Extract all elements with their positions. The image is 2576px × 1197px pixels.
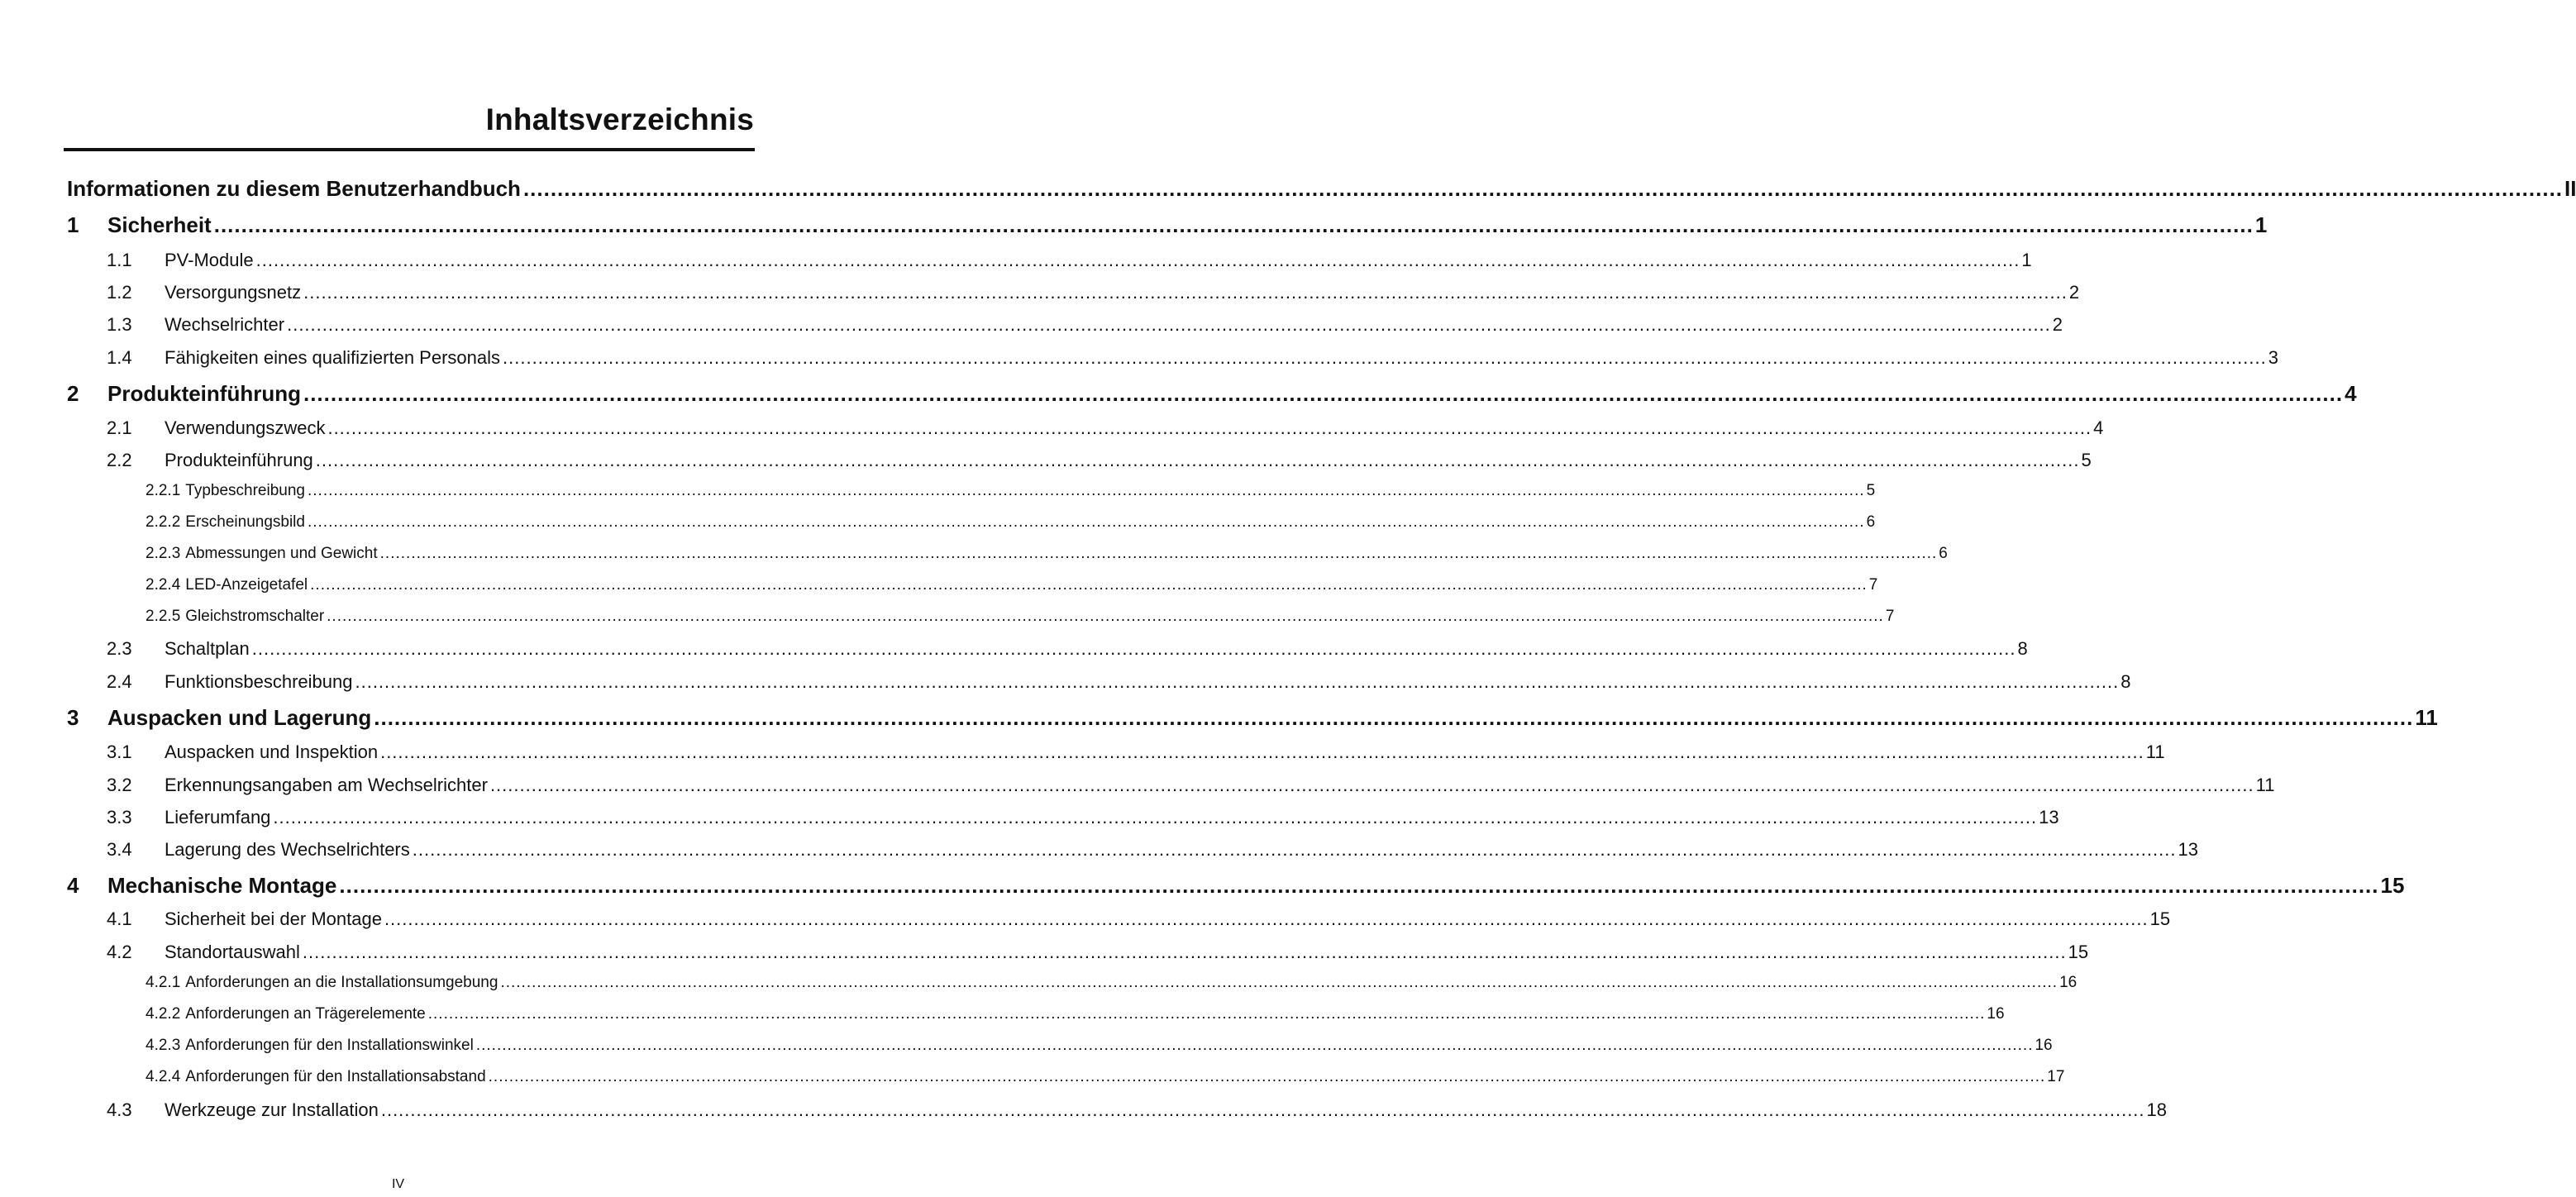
toc-entry-number: 3 xyxy=(67,705,79,730)
toc-entry[interactable] xyxy=(107,1099,2168,1129)
dot-leader: ............................................................................................................................................................................................................................................................................................................ xyxy=(327,608,1884,625)
toc-entry[interactable] xyxy=(107,638,2028,668)
toc-entry[interactable] xyxy=(145,974,2077,1000)
page-number-footer: IV xyxy=(391,1177,405,1191)
toc-entry-page: 8 xyxy=(2120,671,2131,692)
toc-entry-title: Standortauswahl xyxy=(165,942,300,962)
dot-leader: ............................................................................................................................................................................................................................................................................................................ xyxy=(315,450,2080,470)
dot-leader: ............................................................................................................................................................................................................................................................................................................ xyxy=(307,482,1865,499)
toc-entry-title: Anforderungen an die Installationsumgebung xyxy=(185,974,499,991)
toc-entry-number: 3.3 xyxy=(107,807,132,827)
toc-entry[interactable] xyxy=(107,450,2092,479)
toc-entry-title: Anforderungen für den Installationswinkel xyxy=(185,1037,474,1054)
dot-leader: ............................................................................................................................................................................................................................................................................................................ xyxy=(488,1068,2046,1085)
dot-leader: ............................................................................................................................................................................................................................................................................................................ xyxy=(384,908,2149,929)
toc-entry-title: Wechselrichter xyxy=(165,314,285,335)
toc-entry-title: Schaltplan xyxy=(165,638,250,659)
toc-entry-page: 11 xyxy=(2415,705,2438,730)
toc-entry[interactable] xyxy=(107,807,2059,837)
toc-entry[interactable] xyxy=(145,513,1876,540)
toc-entry-number: 3.2 xyxy=(107,775,132,795)
toc-entry-title: Typbeschreibung xyxy=(185,482,305,499)
toc-entry-page: 16 xyxy=(1987,1005,2005,1023)
toc-entry[interactable] xyxy=(107,942,2089,971)
toc-entry-title: Auspacken und Lagerung xyxy=(107,705,372,730)
toc-entry[interactable] xyxy=(67,176,2576,209)
toc-entry-title: Werkzeuge zur Installation xyxy=(165,1099,379,1120)
toc-entry-number: 1.2 xyxy=(107,282,132,303)
dot-leader: ............................................................................................................................................................................................................................................................................................................ xyxy=(522,176,2564,201)
toc-entry[interactable] xyxy=(67,705,2438,738)
dot-leader: ............................................................................................................................................................................................................................................................................................................ xyxy=(380,1099,2145,1120)
dot-leader: ............................................................................................................................................................................................................................................................................................................ xyxy=(213,212,2254,237)
toc-entry[interactable] xyxy=(107,250,2032,279)
toc-entry-page: 16 xyxy=(2059,974,2077,991)
dot-leader: ............................................................................................................................................................................................................................................................................................................ xyxy=(500,974,2058,991)
toc-entry-number: 2.2.1 xyxy=(145,482,181,499)
dot-leader: ............................................................................................................................................................................................................................................................................................................ xyxy=(302,942,2067,962)
dot-leader: ............................................................................................................................................................................................................................................................................................................ xyxy=(273,807,2038,827)
toc-entry-page: 4 xyxy=(2093,417,2104,438)
dot-leader: ............................................................................................................................................................................................................................................................................................................ xyxy=(412,839,2177,860)
toc-entry[interactable] xyxy=(145,1037,2053,1063)
toc-entry-number: 1.1 xyxy=(107,250,132,270)
toc-entry-title: Gleichstromschalter xyxy=(185,608,325,625)
toc-entry-page: 8 xyxy=(2017,638,2028,659)
toc-entry-page: 15 xyxy=(2149,908,2171,929)
page-title: Inhaltsverzeichnis xyxy=(485,103,754,136)
toc-entry[interactable] xyxy=(145,482,1876,508)
toc-entry-number: 3.4 xyxy=(107,839,132,860)
toc-entry-page: 15 xyxy=(2068,942,2089,962)
toc-entry-page: 16 xyxy=(2035,1037,2053,1054)
toc-entry-page: 6 xyxy=(1866,513,1876,531)
toc-entry-title: Produkteinführung xyxy=(165,450,313,470)
toc-entry-number: 2 xyxy=(67,381,79,406)
toc-entry-page: 5 xyxy=(2081,450,2092,470)
toc-entry-number: 2.1 xyxy=(107,417,132,438)
toc-entry-page: II xyxy=(2564,176,2576,201)
toc-entry-title: Lagerung des Wechselrichters xyxy=(165,839,410,860)
toc-entry-page: 7 xyxy=(1885,608,1895,625)
toc-entry-number: 1 xyxy=(67,212,79,237)
toc-entry[interactable] xyxy=(145,608,1895,634)
toc-entry-number: 2.3 xyxy=(107,638,132,659)
toc-entry-title: LED-Anzeigetafel xyxy=(185,576,308,594)
toc-entry-title: Anforderungen für den Installationsabstand xyxy=(185,1068,486,1085)
dot-leader: ............................................................................................................................................................................................................................................................................................................ xyxy=(310,576,1868,594)
toc-entry-title: Sicherheit bei der Montage xyxy=(165,908,382,929)
toc-entry-title: Mechanische Montage xyxy=(107,873,337,898)
toc-entry-title: Versorgungsnetz xyxy=(165,282,302,303)
dot-leader: ............................................................................................................................................................................................................................................................................................................ xyxy=(355,671,2120,692)
toc-entry-page: 15 xyxy=(2380,873,2405,898)
dot-leader: ............................................................................................................................................................................................................................................................................................................ xyxy=(303,381,2344,406)
toc-entry-number: 4.3 xyxy=(107,1099,132,1120)
title-rule xyxy=(64,148,755,151)
toc-entry-number: 2.2.2 xyxy=(145,513,181,531)
toc-entry-title: Produkteinführung xyxy=(107,381,301,406)
toc-entry-title: Auspacken und Inspektion xyxy=(165,742,379,762)
toc-entry[interactable] xyxy=(107,282,2080,312)
toc-entry-number: 4.2.3 xyxy=(145,1037,181,1054)
toc-entry-page: 1 xyxy=(2021,250,2032,270)
toc-entry-number: 3.1 xyxy=(107,742,132,762)
toc-entry[interactable] xyxy=(107,908,2171,938)
toc-entry-page: 1 xyxy=(2254,212,2268,237)
dot-leader: ............................................................................................................................................................................................................................................................................................................ xyxy=(475,1037,2034,1054)
dot-leader: ............................................................................................................................................................................................................................................................................................................ xyxy=(339,873,2379,898)
toc-entry-page: 13 xyxy=(2039,807,2059,827)
toc-entry-page: 17 xyxy=(2047,1068,2065,1085)
toc-entry[interactable] xyxy=(145,1068,2065,1094)
toc-entry[interactable] xyxy=(107,839,2198,869)
dot-leader: ............................................................................................................................................................................................................................................................................................................ xyxy=(380,742,2144,762)
toc-entry-title: Erkennungsangaben am Wechselrichter xyxy=(165,775,488,795)
toc-entry[interactable] xyxy=(107,671,2131,701)
toc-entry[interactable] xyxy=(107,742,2165,771)
toc-entry-number: 1.4 xyxy=(107,347,132,368)
toc-entry-number: 2.2.5 xyxy=(145,608,181,625)
toc-entry-number: 4.1 xyxy=(107,908,132,929)
toc-entry[interactable] xyxy=(107,775,2275,804)
dot-leader: ............................................................................................................................................................................................................................................................................................................ xyxy=(307,513,1865,531)
dot-leader: ............................................................................................................................................................................................................................................................................................................ xyxy=(255,250,2020,270)
dot-leader: ............................................................................................................................................................................................................................................................................................................ xyxy=(503,347,2267,368)
toc-entry-title: Funktionsbeschreibung xyxy=(165,671,353,692)
toc-entry-title: Sicherheit xyxy=(107,212,212,237)
toc-entry-number: 1.3 xyxy=(107,314,132,335)
toc-entry[interactable] xyxy=(107,314,2063,344)
toc-entry-page: 3 xyxy=(2268,347,2278,368)
dot-leader: ............................................................................................................................................................................................................................................................................................................ xyxy=(327,417,2092,438)
toc-entry-number: 4 xyxy=(67,873,79,898)
dot-leader: ............................................................................................................................................................................................................................................................................................................ xyxy=(427,1005,1986,1023)
toc-entry-title: Verwendungszweck xyxy=(165,417,326,438)
toc-entry-title: Anforderungen an Trägerelemente xyxy=(185,1005,426,1023)
dot-leader: ............................................................................................................................................................................................................................................................................................................ xyxy=(287,314,2051,335)
toc-entry-page: 11 xyxy=(2145,742,2165,762)
toc-entry[interactable] xyxy=(145,576,1878,603)
toc-entry-number: 4.2 xyxy=(107,942,132,962)
toc-entry-number: 2.2.3 xyxy=(145,545,181,562)
toc-entry-page: 2 xyxy=(2052,314,2063,335)
toc-entry[interactable] xyxy=(107,347,2278,377)
toc-entry-page: 11 xyxy=(2255,775,2275,795)
toc-entry-page: 18 xyxy=(2146,1099,2168,1120)
toc-entry-page: 2 xyxy=(2068,282,2080,303)
toc-entry[interactable] xyxy=(145,545,1948,571)
toc-entry-page: 13 xyxy=(2178,839,2198,860)
toc-entry[interactable] xyxy=(67,873,2405,906)
toc-entry[interactable] xyxy=(145,1005,2005,1032)
toc-entry-page: 7 xyxy=(1868,576,1878,594)
dot-leader: ............................................................................................................................................................................................................................................................................................................ xyxy=(374,705,2414,730)
toc-entry-number: 2.2 xyxy=(107,450,132,470)
toc-entry-title: Fähigkeiten eines qualifizierten Personals xyxy=(165,347,501,368)
toc-entry[interactable] xyxy=(67,212,2268,246)
toc-entry-number: 2.4 xyxy=(107,671,132,692)
toc-entry-number: 2.2.4 xyxy=(145,576,181,594)
dot-leader: ............................................................................................................................................................................................................................................................................................................ xyxy=(489,775,2254,795)
toc-entry-title: Informationen zu diesem Benutzerhandbuch xyxy=(67,176,521,201)
toc-entry-title: Abmessungen und Gewicht xyxy=(185,545,378,562)
toc-entry-title: Lieferumfang xyxy=(165,807,271,827)
toc-entry-number: 4.2.1 xyxy=(145,974,181,991)
toc-entry[interactable] xyxy=(107,417,2104,447)
toc-entry[interactable] xyxy=(67,381,2357,414)
toc-entry-page: 4 xyxy=(2345,381,2357,406)
toc-entry-page: 6 xyxy=(1939,545,1948,562)
dot-leader: ............................................................................................................................................................................................................................................................................................................ xyxy=(251,638,2016,659)
toc-entry-title: Erscheinungsbild xyxy=(185,513,305,531)
dot-leader: ............................................................................................................................................................................................................................................................................................................ xyxy=(303,282,2068,303)
toc-entry-page: 5 xyxy=(1866,482,1876,499)
toc-entry-title: PV-Module xyxy=(165,250,254,270)
toc-entry-number: 4.2.2 xyxy=(145,1005,181,1023)
dot-leader: ............................................................................................................................................................................................................................................................................................................ xyxy=(379,545,1938,562)
toc-entry-number: 4.2.4 xyxy=(145,1068,181,1085)
